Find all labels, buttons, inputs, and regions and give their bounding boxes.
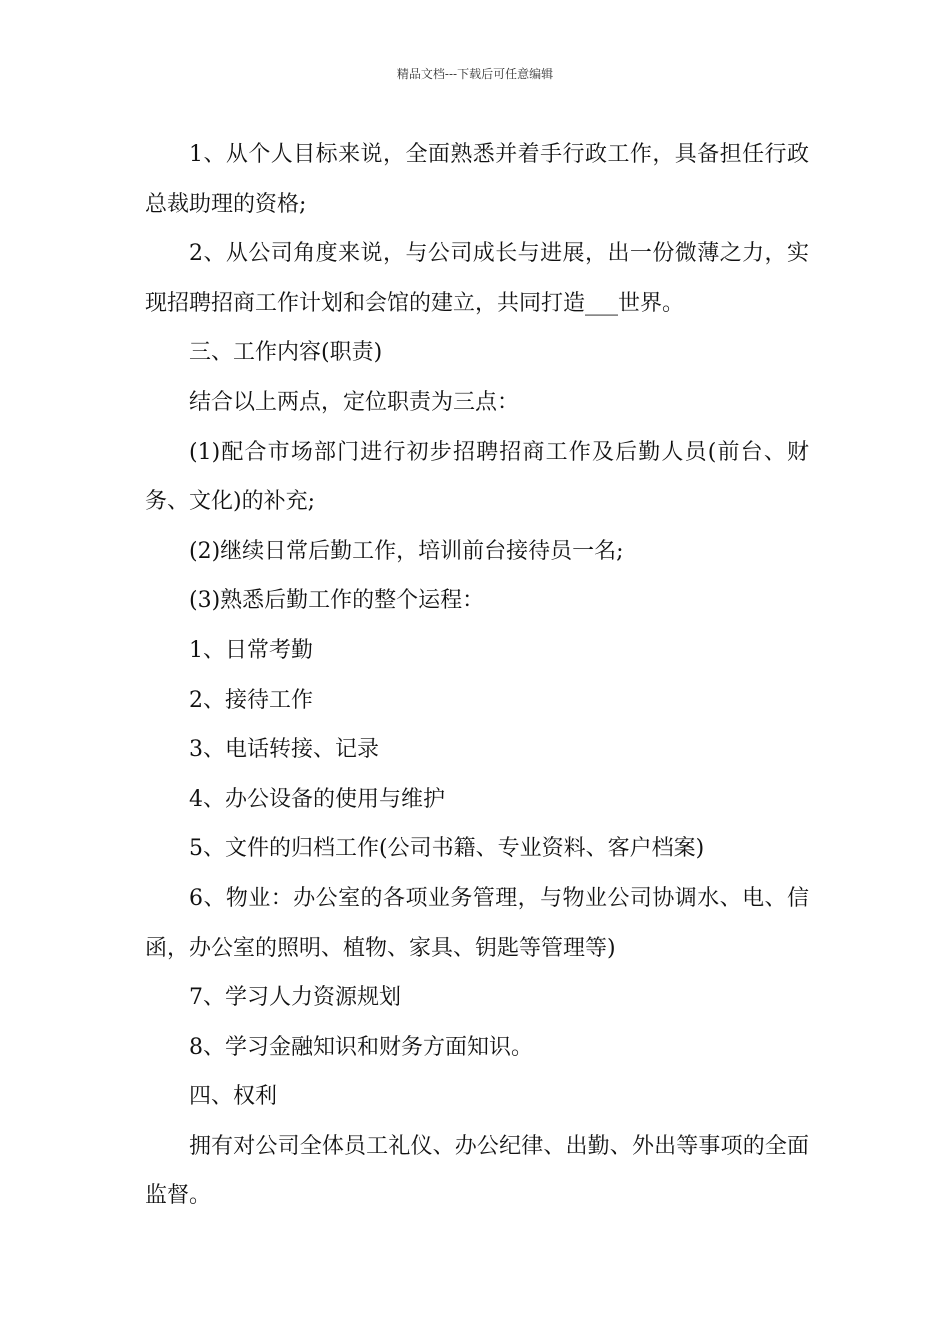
section-heading-duties: 三、工作内容(职责)	[189, 340, 383, 366]
list-item-finance: 8、学习金融知识和财务方面知识。	[189, 1034, 533, 1060]
list-item-filing: 5、文件的归档工作(公司书籍、专业资料、客户档案)	[189, 836, 705, 862]
page-header: 精品文档---下载后可任意编辑	[396, 67, 554, 81]
paragraph-goal-personal: 1、从个人目标来说，全面熟悉并着手行政工作，具备担任行政总裁助理的资格;	[145, 142, 809, 217]
paragraph-duties-intro: 结合以上两点，定位职责为三点：	[189, 389, 520, 415]
list-item-hr-planning: 7、学习人力资源规划	[189, 985, 401, 1011]
list-item-reception: 2、接待工作	[189, 687, 313, 713]
document-body	[145, 130, 809, 1221]
paragraph-rights: 拥有对公司全体员工礼仪、办公纪律、出勤、外出等事项的全面监督。	[145, 1133, 809, 1209]
paragraph-goal-company: 2、从公司角度来说，与公司成长与进展，出一份微薄之力，实现招聘招商工作计划和会馆的建立，共同打造___世界。	[145, 241, 809, 316]
list-item-attendance: 1、日常考勤	[189, 637, 313, 663]
list-item-phone: 3、电话转接、记录	[189, 737, 379, 763]
paragraph-duty-3: (3)熟悉后勤工作的整个运程：	[189, 588, 485, 614]
list-item-equipment: 4、办公设备的使用与维护	[189, 786, 445, 812]
list-item-property: 6、物业：办公室的各项业务管理，与物业公司协调水、电、信函，办公室的照明、植物、家具、钥匙等管理等)	[145, 885, 809, 961]
paragraph-duty-1: (1)配合市场部门进行初步招聘招商工作及后勤人员(前台、财务、文化)的补充;	[145, 439, 809, 515]
paragraph-duty-2: (2)继续日常后勤工作，培训前台接待员一名;	[189, 538, 624, 564]
section-heading-rights: 四、权利	[189, 1084, 278, 1110]
